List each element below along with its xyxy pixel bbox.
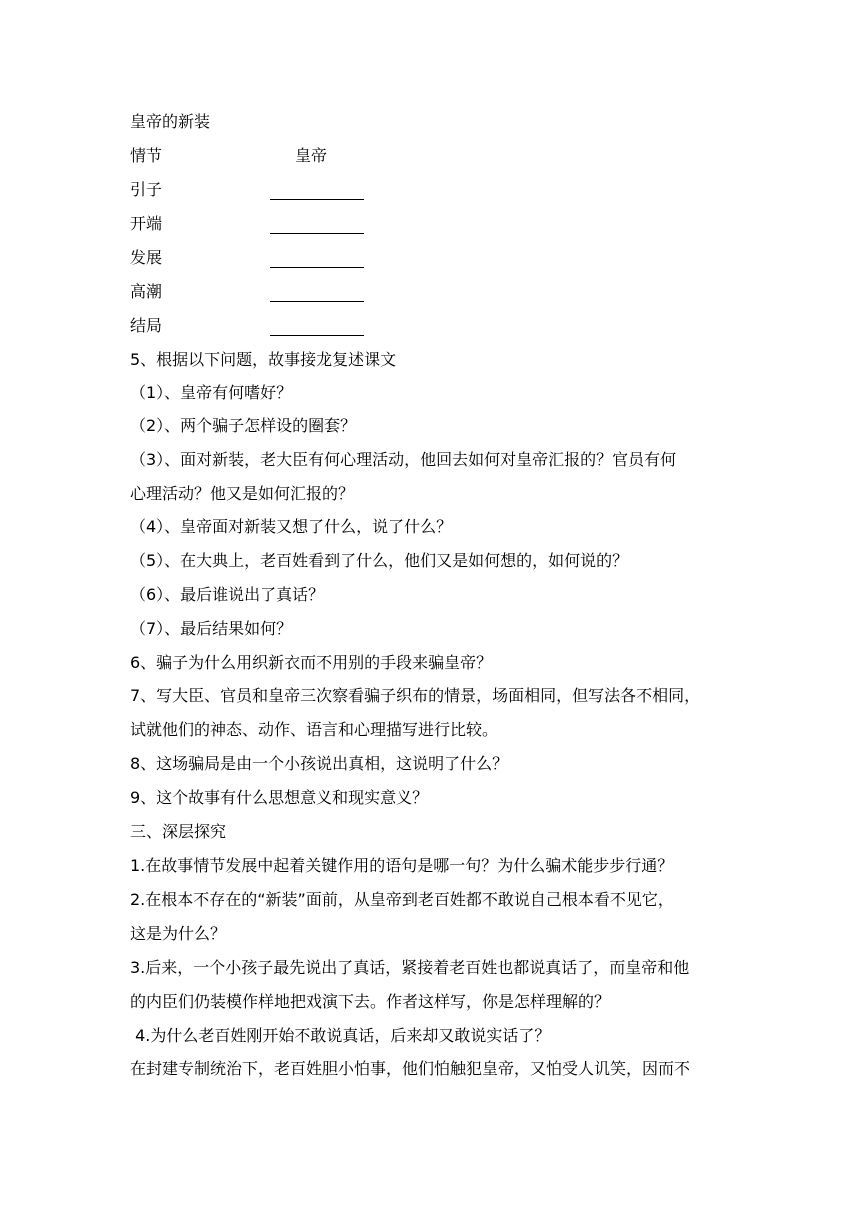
row-label: 开端	[130, 214, 163, 233]
question-6: 6、骗子为什么用织新衣而不用别的手段来骗皇帝？	[130, 653, 493, 672]
header-emperor-label: 皇帝	[295, 146, 328, 165]
row-label: 引子	[130, 180, 163, 199]
section-3-item-2-line-2: 这是为什么？	[130, 924, 227, 943]
section-3-item-1: 1.在故事情节发展中起着关键作用的语句是哪一句？为什么骗术能步步行通？	[130, 856, 674, 875]
row-label: 结局	[130, 316, 163, 335]
question-7-line-2: 试就他们的神态、动作、语言和心理描写进行比较。	[130, 720, 499, 739]
question-5-item: （4）、皇帝面对新装又想了什么，说了什么？	[130, 517, 453, 536]
fill-blank	[270, 248, 364, 268]
header-plot-label: 情节	[130, 146, 163, 165]
section-3-item-4: 4.为什么老百姓刚开始不敢说真话，后来却又敢说实话了？	[130, 1026, 551, 1045]
row-label: 高潮	[130, 282, 163, 301]
fill-blank	[270, 214, 364, 234]
question-5-item: （6）、最后谁说出了真话？	[130, 585, 325, 604]
question-5-item: （7）、最后结果如何？	[130, 619, 293, 638]
question-5: 5、根据以下问题，故事接龙复述课文	[130, 350, 397, 369]
question-5-item: （1）、皇帝有何嗜好？	[130, 383, 293, 402]
section-3-item-2-line-1: 2.在根本不存在的“新装”面前，从皇帝到老百姓都不敢说自己根本看不见它，	[130, 890, 674, 909]
row-label: 发展	[130, 248, 163, 267]
fill-blank	[270, 180, 364, 200]
fill-blank	[270, 282, 364, 302]
question-5-item: （3）、面对新装，老大臣有何心理活动，他回去如何对皇帝汇报的？官员有何	[130, 450, 677, 469]
document-title: 皇帝的新装	[130, 112, 211, 131]
question-8: 8、这场骗局是由一个小孩说出真相，这说明了什么？	[130, 754, 509, 773]
section-3-heading: 三、深层探究	[130, 822, 227, 841]
question-5-item: （2）、两个骗子怎样设的圈套？	[130, 416, 357, 435]
question-9: 9、这个故事有什么思想意义和现实意义？	[130, 788, 429, 807]
section-3-answer: 在封建专制统治下，老百姓胆小怕事，他们怕触犯皇帝，又怕受人讥笑，因而不	[130, 1059, 691, 1078]
question-5-item: （5）、在大典上，老百姓看到了什么，他们又是如何想的，如何说的？	[130, 551, 629, 570]
fill-blank	[270, 316, 364, 336]
question-5-item-cont: 心理活动？他又是如何汇报的？	[130, 484, 355, 503]
question-7-line-1: 7、写大臣、官员和皇帝三次察看骗子织布的情景，场面相同，但写法各不相同，	[130, 686, 701, 705]
section-3-item-3-line-2: 的内臣们仍装模作样地把戏演下去。作者这样写，你是怎样理解的？	[130, 992, 611, 1011]
section-3-item-3-line-1: 3.后来，一个小孩子最先说出了真话，紧接着老百姓也都说真话了，而皇帝和他	[130, 958, 690, 977]
